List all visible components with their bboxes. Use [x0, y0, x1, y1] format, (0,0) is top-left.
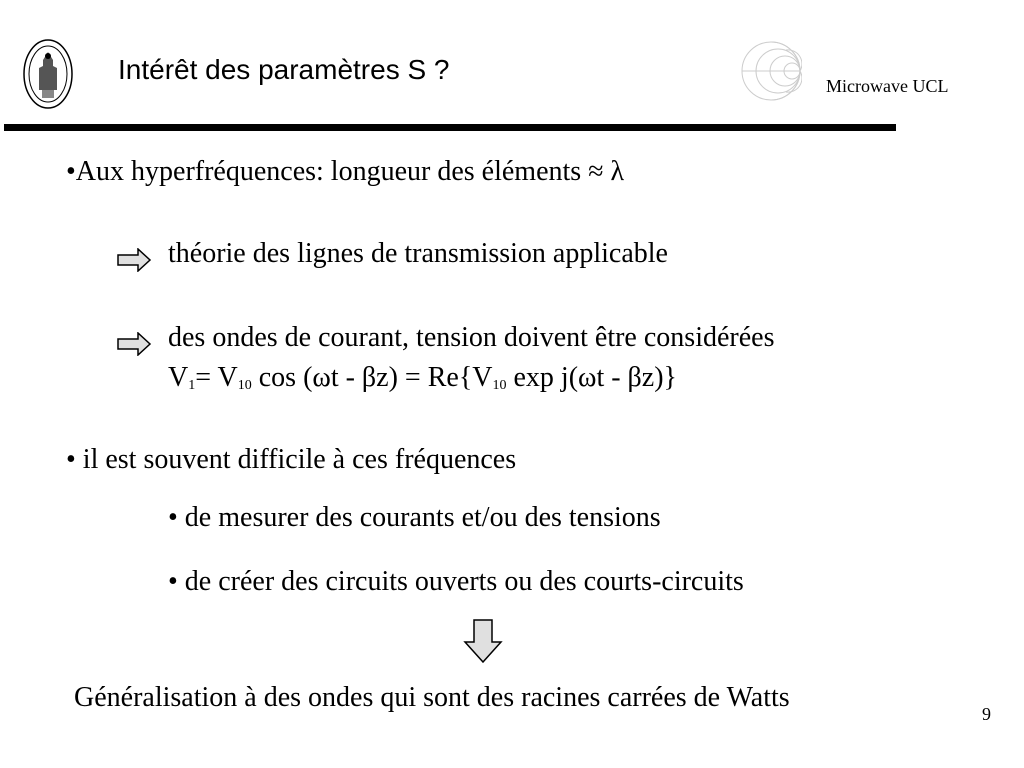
equation-mid: cos (ωt - βz) = Re{V [251, 362, 493, 393]
arrow-item-transmission-lines: théorie des lignes de transmission applicable [168, 238, 668, 269]
smith-chart-watermark-icon [740, 40, 802, 102]
brand-label: Microwave UCL [826, 76, 949, 96]
bullet-difficult: • il est souvent difficile à ces fréquences [66, 444, 517, 475]
equation-sub-1: 1 [188, 378, 196, 393]
conclusion-text: Généralisation à des ondes qui sont des racines carrées de Watts [74, 682, 790, 713]
right-arrow-icon [116, 332, 152, 356]
page-number: 9 [982, 704, 991, 724]
down-arrow-icon [463, 618, 503, 664]
equation-sub-10-b: 10 [492, 378, 507, 393]
slide-title: Intérêt des paramètres S ? [118, 54, 450, 85]
sub-bullet-circuits: • de créer des circuits ouverts ou des courts-circuits [168, 566, 744, 597]
equation-sub-10: 10 [237, 378, 252, 393]
arrow-item-waves: des ondes de courant, tension doivent être considérées [168, 322, 775, 353]
right-arrow-icon [116, 248, 152, 272]
equation-end: exp j(ωt - βz)} [506, 362, 677, 393]
university-seal-icon [22, 38, 74, 110]
voltage-equation [168, 362, 677, 394]
header-divider [4, 124, 896, 131]
equation-v: V [168, 362, 189, 393]
equation-eq: = V [195, 362, 238, 393]
sub-bullet-measure: • de mesurer des courants et/ou des tensions [168, 502, 661, 533]
bullet-hyperfrequencies: •Aux hyperfréquences: longueur des éléments ≈ λ [66, 156, 625, 187]
